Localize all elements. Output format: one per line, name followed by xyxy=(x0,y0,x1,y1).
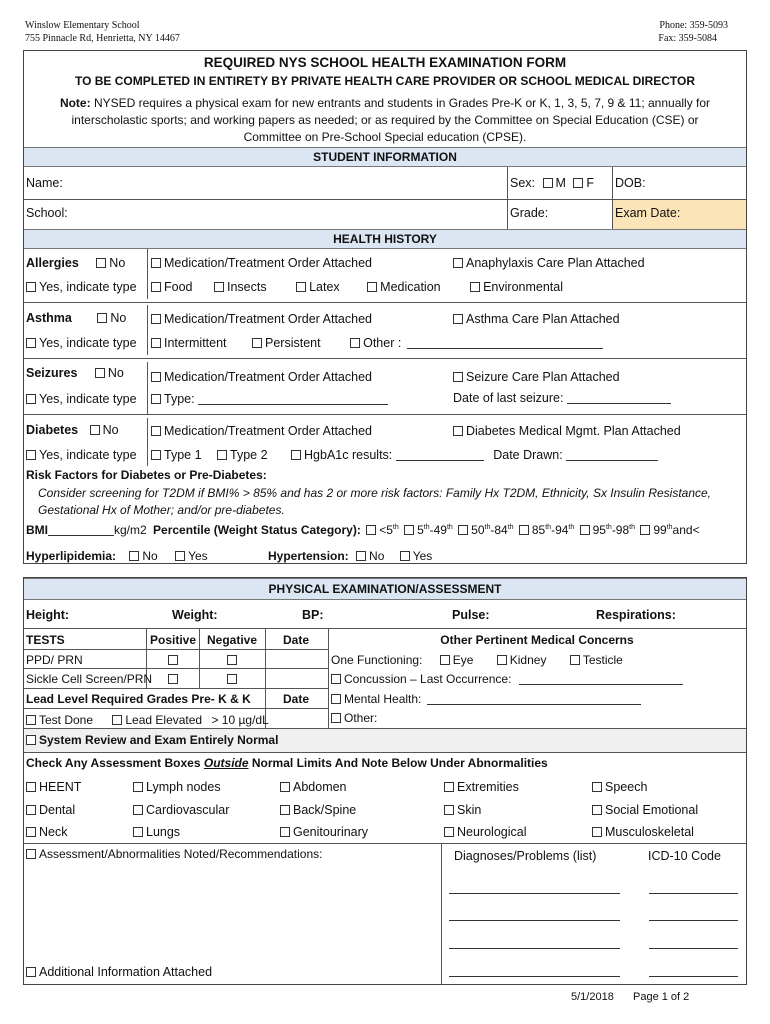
lungs-checkbox[interactable] xyxy=(133,827,143,837)
diabetes-plan-label: Diabetes Medical Mgmt. Plan Attached xyxy=(466,424,681,438)
pct-49: -49 xyxy=(429,523,447,537)
school-address: 755 Pinnacle Rd, Henrietta, NY 14467 xyxy=(25,33,180,44)
test-done-label: Test Done xyxy=(39,713,94,727)
th: th xyxy=(392,524,399,531)
neck-checkbox[interactable] xyxy=(26,827,36,837)
divider xyxy=(24,688,328,689)
allergies-yes xyxy=(26,280,137,294)
allergies-row xyxy=(26,256,125,270)
assessment-text: Assessment/Abnormalities Noted/Recommendations: xyxy=(39,847,323,861)
yes-label: Yes xyxy=(412,549,433,563)
health-history-heading: HEALTH HISTORY xyxy=(24,229,746,249)
asthma-yes xyxy=(26,336,137,350)
lead-tests xyxy=(26,713,269,727)
asthma-plan-label: Asthma Care Plan Attached xyxy=(466,312,620,326)
extremities-checkbox[interactable] xyxy=(444,782,454,792)
divider xyxy=(24,414,746,415)
check-any-1: Check Any Assessment Boxes xyxy=(26,756,201,770)
neck-label: Neck xyxy=(39,825,68,839)
seizures-plan-label: Seizure Care Plan Attached xyxy=(466,370,620,384)
icd-header: ICD-10 Code xyxy=(648,849,721,863)
lead-date-header: Date xyxy=(283,692,310,706)
seizures-type-checkbox[interactable] xyxy=(151,394,161,404)
neuro-checkbox[interactable] xyxy=(444,827,454,837)
seizures-type xyxy=(151,392,388,406)
allergies-med-order-checkbox[interactable] xyxy=(151,258,161,268)
asthma-med-order-checkbox[interactable] xyxy=(151,314,161,324)
hyperlipidemia-label: Hyperlipidemia: xyxy=(26,549,117,563)
pct-lt5-label: <5 xyxy=(379,523,393,537)
seizures-yes-checkbox[interactable] xyxy=(26,394,36,404)
tests-header: TESTS xyxy=(26,633,65,647)
assess-neck xyxy=(26,825,67,839)
exam-date-label: Exam Date: xyxy=(615,206,681,220)
form-title: REQUIRED NYS SCHOOL HEALTH EXAMINATION FORM xyxy=(203,55,567,70)
diagnoses-header: Diagnoses/Problems (list) xyxy=(454,849,597,863)
diagnosis-line-3[interactable] xyxy=(449,948,620,949)
yes-label: Yes, indicate type xyxy=(39,448,137,462)
school-fax: Fax: 359-5084 xyxy=(658,33,717,44)
exam-heading: PHYSICAL EXAMINATION/ASSESSMENT xyxy=(24,578,746,600)
pct-98: -98 xyxy=(611,523,630,537)
seizures-plan xyxy=(453,370,620,384)
assess-heent xyxy=(26,780,81,794)
assess-genito xyxy=(280,825,368,839)
social-label: Social Emotional xyxy=(605,803,699,817)
student-info-heading: STUDENT INFORMATION xyxy=(24,147,746,167)
pct-84: -84 xyxy=(490,523,508,537)
diabetes-no-label: No xyxy=(102,423,119,437)
asthma-plan-checkbox[interactable] xyxy=(453,314,463,324)
allergies-no-checkbox[interactable] xyxy=(96,258,106,268)
th: th xyxy=(568,524,575,531)
asthma-other-label: Other : xyxy=(363,336,402,350)
type1-checkbox[interactable] xyxy=(151,450,161,460)
diabetes-no-checkbox[interactable] xyxy=(90,425,100,435)
med-order-label: Medication/Treatment Order Attached xyxy=(164,312,372,326)
school-phone: Phone: 359-5093 xyxy=(659,20,728,31)
bmi-row xyxy=(26,523,700,537)
abdomen-checkbox[interactable] xyxy=(280,782,290,792)
allergies-yes-checkbox[interactable] xyxy=(26,282,36,292)
social-checkbox[interactable] xyxy=(592,805,602,815)
skin-checkbox[interactable] xyxy=(444,805,454,815)
sickle-negative-checkbox[interactable] xyxy=(227,672,240,686)
hyperlipidemia-row xyxy=(26,549,208,563)
bmi-label: BMI xyxy=(26,523,48,537)
neuro-label: Neurological xyxy=(457,825,527,839)
testicle-checkbox[interactable] xyxy=(570,655,580,665)
asthma-types xyxy=(151,336,603,350)
assess-social xyxy=(592,803,698,817)
check-any-2: Normal Limits And Note Below Under Abnormalities xyxy=(251,756,548,770)
hgba1c-line[interactable] xyxy=(396,450,484,461)
diabetes-yes-checkbox[interactable] xyxy=(26,450,36,460)
diabetes-types xyxy=(151,448,658,462)
hypertension-label: Hypertension: xyxy=(268,549,349,563)
asthma-yes-checkbox[interactable] xyxy=(26,338,36,348)
seizures-last-line[interactable] xyxy=(567,393,671,404)
kidney-label: Kidney xyxy=(509,653,547,667)
additional-info-checkbox[interactable] xyxy=(26,967,36,977)
seizures-med-order-checkbox[interactable] xyxy=(151,372,161,382)
insects-checkbox[interactable] xyxy=(214,282,224,292)
kidney-checkbox[interactable] xyxy=(497,655,507,665)
note-label: Note: xyxy=(59,96,91,110)
footer-page: Page 1 of 2 xyxy=(633,991,690,1003)
pct-lt5-checkbox[interactable] xyxy=(366,525,376,535)
assess-abdomen xyxy=(280,780,347,794)
allergies-no-label: No xyxy=(109,256,126,270)
other-row xyxy=(331,711,377,725)
ppd-label: PPD/ PRN xyxy=(26,653,83,667)
yes-label: Yes, indicate type xyxy=(39,280,137,294)
hgba1c-label: HgbA1c results: xyxy=(304,448,393,462)
environmental-label: Environmental xyxy=(483,280,563,294)
divider xyxy=(147,249,148,299)
divider xyxy=(147,418,148,466)
additional-info-label: Additional Information Attached xyxy=(39,965,213,979)
dental-checkbox[interactable] xyxy=(26,805,36,815)
positive-header: Positive xyxy=(150,633,197,647)
insects-label: Insects xyxy=(226,280,267,294)
assess-cardio xyxy=(133,803,229,817)
th: th xyxy=(545,524,552,531)
asthma-label: Asthma xyxy=(26,311,72,325)
sex-field xyxy=(510,176,594,190)
weight-label: Weight: xyxy=(172,608,218,622)
divider xyxy=(24,668,328,669)
hyperlipidemia-no-checkbox[interactable] xyxy=(129,551,139,561)
risk-heading: Risk Factors for Diabetes or Pre-Diabetes: xyxy=(26,468,267,482)
lead-label: Lead Level Required Grades Pre- K & K xyxy=(26,692,251,706)
grade-label: Grade: xyxy=(510,206,549,220)
musculo-checkbox[interactable] xyxy=(592,827,602,837)
seizures-no-label: No xyxy=(107,366,124,380)
note-line-2: interscholastic sports; and working papers as needed; or as required by the Committee on Special Education (CSE) or xyxy=(71,113,699,127)
height-label: Height: xyxy=(26,608,70,622)
th: th xyxy=(423,524,430,531)
assess-dental xyxy=(26,803,75,817)
mental-line[interactable] xyxy=(427,694,641,705)
no-label: No xyxy=(369,549,385,563)
sex-f-checkbox[interactable] xyxy=(573,178,583,188)
asthma-no-checkbox[interactable] xyxy=(97,313,107,323)
note-line-3: Committee on Pre-School Special education (CPSE). xyxy=(243,130,527,144)
mental-label: Mental Health: xyxy=(344,692,422,706)
assess-skin xyxy=(444,803,481,817)
diabetes-yes xyxy=(26,448,137,462)
pct-5: 5 xyxy=(417,523,424,537)
test-done-checkbox[interactable] xyxy=(26,715,36,725)
assess-neuro xyxy=(444,825,526,839)
divider xyxy=(507,167,508,229)
bmi-unit: kg/m2 xyxy=(114,523,147,537)
footer-date: 5/1/2018 xyxy=(571,991,614,1003)
th: th xyxy=(484,524,491,531)
bmi-line[interactable] xyxy=(48,525,114,536)
heent-label: HEENT xyxy=(39,780,82,794)
assessment-checkbox[interactable] xyxy=(26,849,36,859)
divider xyxy=(199,628,200,688)
food-checkbox[interactable] xyxy=(151,282,161,292)
diagnosis-line-2[interactable] xyxy=(449,920,620,921)
other-checkbox[interactable] xyxy=(331,713,341,723)
seizures-label: Seizures xyxy=(26,366,78,380)
pct-50: 50 xyxy=(471,523,485,537)
type1-label: Type 1 xyxy=(164,448,202,462)
pct-5-49-checkbox[interactable] xyxy=(404,525,414,535)
lymph-checkbox[interactable] xyxy=(133,782,143,792)
diabetes-med-order-checkbox[interactable] xyxy=(151,426,161,436)
th: th xyxy=(666,524,673,531)
latex-label: Latex xyxy=(309,280,340,294)
heent-checkbox[interactable] xyxy=(26,782,36,792)
pct-95: 95 xyxy=(592,523,606,537)
pct-85: 85 xyxy=(531,523,546,537)
diabetes-plan-checkbox[interactable] xyxy=(453,426,463,436)
allergies-label: Allergies xyxy=(26,256,79,270)
seizures-med-order xyxy=(151,370,372,384)
persistent-checkbox[interactable] xyxy=(252,338,262,348)
allergies-plan-label: Anaphylaxis Care Plan Attached xyxy=(466,256,645,270)
genito-checkbox[interactable] xyxy=(280,827,290,837)
system-review xyxy=(26,733,278,747)
food-label: Food xyxy=(164,280,193,294)
back-checkbox[interactable] xyxy=(280,805,290,815)
icd-line-1[interactable] xyxy=(649,893,738,894)
lead-elevated-checkbox[interactable] xyxy=(112,715,122,725)
dental-label: Dental xyxy=(39,803,76,817)
med-order-label: Medication/Treatment Order Attached xyxy=(164,370,372,384)
divider xyxy=(24,358,746,359)
pct-95-98-checkbox[interactable] xyxy=(580,525,590,535)
sex-m-checkbox[interactable] xyxy=(543,178,553,188)
assessment-label xyxy=(26,847,322,861)
th: th xyxy=(446,524,453,531)
speech-label: Speech xyxy=(605,780,648,794)
th: th xyxy=(605,524,612,531)
diabetes-label: Diabetes xyxy=(26,423,79,437)
percentile-label: Percentile (Weight Status Category): xyxy=(153,523,361,537)
note-line-1: NYSED requires a physical exam for new entrants and students in Grades Pre-K or K, 1, 3, 5, 7, 9 & 11; annually for xyxy=(93,96,711,110)
other-label: Other: xyxy=(344,711,378,725)
allergies-med-order xyxy=(151,256,372,270)
divider xyxy=(24,628,746,629)
form-note xyxy=(23,95,747,146)
musculo-label: Musculoskeletal xyxy=(605,825,694,839)
assess-musculo xyxy=(592,825,694,839)
assess-lungs xyxy=(133,825,180,839)
risk-line-1: Consider screening for T2DM if BMI% > 85% and has 2 or more risk factors: Family Hx T2DM, Ethnicity, Sx Insulin Resistance, xyxy=(38,486,712,500)
latex-checkbox[interactable] xyxy=(296,282,306,292)
sex-m-label: M xyxy=(555,176,566,190)
icd-line-3[interactable] xyxy=(649,948,738,949)
date-drawn-label: Date Drawn: xyxy=(493,448,563,462)
assess-lymph xyxy=(133,780,221,794)
hgba1c-checkbox[interactable] xyxy=(291,450,301,460)
assess-back xyxy=(280,803,356,817)
mental-row xyxy=(331,692,641,706)
asthma-other-checkbox[interactable] xyxy=(350,338,360,348)
no-label: No xyxy=(142,549,158,563)
genito-label: Genitourinary xyxy=(293,825,369,839)
asthma-row xyxy=(26,311,126,325)
sickle-positive-checkbox[interactable] xyxy=(168,672,181,686)
cardio-label: Cardiovascular xyxy=(146,803,230,817)
th: th xyxy=(507,524,514,531)
intermittent-label: Intermittent xyxy=(164,336,227,350)
hypertension-row xyxy=(268,549,432,563)
type2-checkbox[interactable] xyxy=(217,450,227,460)
medication-label: Medication xyxy=(380,280,441,294)
allergies-plan-checkbox[interactable] xyxy=(453,258,463,268)
eye-checkbox[interactable] xyxy=(440,655,450,665)
abdomen-label: Abdomen xyxy=(293,780,347,794)
asthma-plan xyxy=(453,312,620,326)
icd-line-4[interactable] xyxy=(649,976,738,977)
diabetes-med-order xyxy=(151,424,372,438)
divider xyxy=(24,649,328,650)
intermittent-checkbox[interactable] xyxy=(151,338,161,348)
ppd-positive-checkbox[interactable] xyxy=(168,653,181,667)
pct-99-checkbox[interactable] xyxy=(640,525,650,535)
divider xyxy=(147,362,148,414)
sex-label: Sex: xyxy=(510,176,536,190)
seizures-row xyxy=(26,366,124,380)
pct-99: 99 xyxy=(653,523,667,537)
check-any-heading xyxy=(26,756,548,770)
additional-info xyxy=(26,965,212,979)
diabetes-row xyxy=(26,423,119,437)
hypertension-no-checkbox[interactable] xyxy=(356,551,366,561)
ppd-negative-checkbox[interactable] xyxy=(227,653,240,667)
skin-label: Skin xyxy=(457,803,482,817)
dob-label: DOB: xyxy=(615,176,646,190)
divider xyxy=(24,708,328,709)
lungs-label: Lungs xyxy=(146,825,181,839)
seizures-last xyxy=(453,391,671,405)
divider xyxy=(24,752,746,753)
testicle-label: Testicle xyxy=(582,653,623,667)
speech-checkbox[interactable] xyxy=(592,782,602,792)
hyperlipidemia-yes-checkbox[interactable] xyxy=(175,551,185,561)
diabetes-plan xyxy=(453,424,681,438)
respirations-label: Respirations: xyxy=(596,608,676,622)
divider xyxy=(24,843,746,844)
seizures-no-checkbox[interactable] xyxy=(95,368,105,378)
lymph-label: Lymph nodes xyxy=(146,780,221,794)
hypertension-yes-checkbox[interactable] xyxy=(400,551,410,561)
cardio-checkbox[interactable] xyxy=(133,805,143,815)
med-order-label: Medication/Treatment Order Attached xyxy=(164,424,372,438)
yes-label: Yes, indicate type xyxy=(39,336,137,350)
assess-extremities xyxy=(444,780,519,794)
seizures-plan-checkbox[interactable] xyxy=(453,372,463,382)
yes-label: Yes xyxy=(188,549,208,563)
pct-and: and< xyxy=(672,523,700,537)
seizures-last-label: Date of last seizure: xyxy=(453,391,564,405)
asthma-med-order xyxy=(151,312,372,326)
date-header: Date xyxy=(283,633,310,647)
one-functioning-row xyxy=(331,653,623,667)
one-functioning-label: One Functioning: xyxy=(331,653,423,667)
eye-label: Eye xyxy=(452,653,474,667)
seizures-type-label: Type: xyxy=(164,392,195,406)
divider xyxy=(147,305,148,355)
concussion-checkbox[interactable] xyxy=(331,674,341,684)
divider xyxy=(24,302,746,303)
pct-85-94-checkbox[interactable] xyxy=(519,525,529,535)
sex-f-label: F xyxy=(586,176,595,190)
icd-line-2[interactable] xyxy=(649,920,738,921)
allergies-types xyxy=(151,280,563,294)
yes-label: Yes, indicate type xyxy=(39,392,137,406)
name-label: Name: xyxy=(26,176,63,190)
asthma-no-label: No xyxy=(110,311,127,325)
concussion-label: Concussion – Last Occurrence: xyxy=(344,672,512,686)
system-review-checkbox[interactable] xyxy=(26,735,36,745)
assess-speech xyxy=(592,780,647,794)
divider xyxy=(441,843,442,984)
th: th xyxy=(629,524,635,531)
allergies-plan xyxy=(453,256,645,270)
system-review-label: System Review and Exam Entirely Normal xyxy=(39,733,279,747)
environmental-checkbox[interactable] xyxy=(470,282,480,292)
seizures-type-line[interactable] xyxy=(198,394,388,405)
risk-line-2: Gestational Hx of Mother; and/or pre-diabetes. xyxy=(38,503,285,517)
pct-94: -94 xyxy=(551,523,569,537)
medication-checkbox[interactable] xyxy=(367,282,377,292)
other-concerns-header: Other Pertinent Medical Concerns xyxy=(440,633,634,647)
mental-checkbox[interactable] xyxy=(331,694,341,704)
type2-label: Type 2 xyxy=(230,448,268,462)
pct-50-84-checkbox[interactable] xyxy=(458,525,468,535)
asthma-other-line[interactable] xyxy=(407,338,603,349)
concussion-line[interactable] xyxy=(519,674,683,685)
lead-elevated-label: Lead Elevated xyxy=(125,713,203,727)
negative-header: Negative xyxy=(207,633,258,647)
diagnosis-line-1[interactable] xyxy=(449,893,620,894)
sickle-label: Sickle Cell Screen/PRN xyxy=(26,672,153,686)
diagnosis-line-4[interactable] xyxy=(449,976,620,977)
back-label: Back/Spine xyxy=(293,803,357,817)
persistent-label: Persistent xyxy=(265,336,321,350)
school-name: Winslow Elementary School xyxy=(25,20,140,31)
extremities-label: Extremities xyxy=(457,780,519,794)
concussion-row xyxy=(331,672,683,686)
lead-value: > 10 µg/dL xyxy=(211,713,269,727)
school-label: School: xyxy=(26,206,68,220)
seizures-yes xyxy=(26,392,137,406)
med-order-label: Medication/Treatment Order Attached xyxy=(164,256,372,270)
outside-text: Outside xyxy=(203,756,249,770)
date-drawn-line[interactable] xyxy=(566,450,658,461)
form-subtitle: TO BE COMPLETED IN ENTIRETY BY PRIVATE HEALTH CARE PROVIDER OR SCHOOL MEDICAL DIRECTOR xyxy=(74,74,696,88)
pulse-label: Pulse: xyxy=(452,608,490,622)
bp-label: BP: xyxy=(302,608,324,622)
